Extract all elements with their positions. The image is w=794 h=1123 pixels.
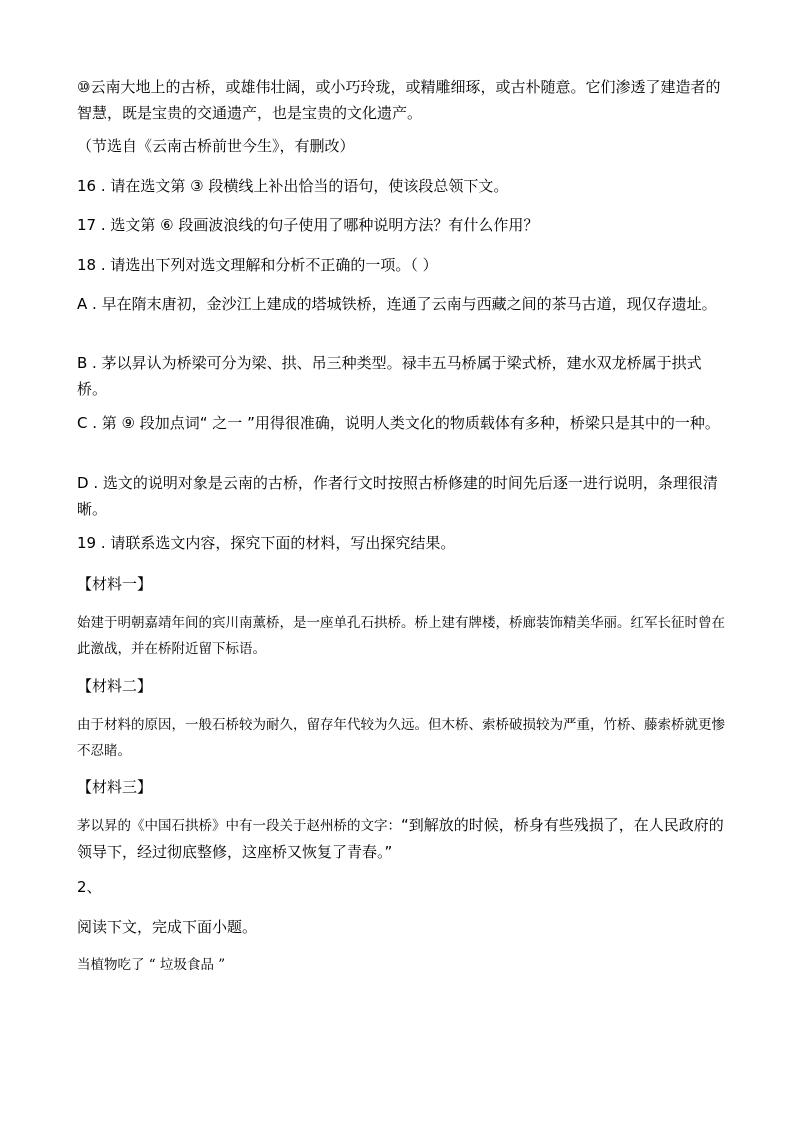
question-19: 19 . 请联系选文内容，探究下面的材料，写出探究结果。	[77, 534, 456, 552]
option-d: D . 选文的说明对象是云南的古桥，作者行文时按照古桥修建的时间先后逐一进行说明，条理很清晰。	[77, 474, 718, 518]
article-2-title: 当植物吃了 “ 垃圾食品 ”	[77, 957, 226, 973]
source-note: （节选自《云南古桥前世今生》，有删改）	[77, 137, 355, 155]
paragraph-10: ⑩云南大地上的古桥，或雄伟壮阔，或小巧玲珑，或精雕细琢，或古朴随意。它们渗透了建造者的智慧，既是宝贵的交通遗产，也是宝贵的文化遗产。	[77, 78, 721, 122]
option-a: A . 早在隋末唐初，金沙江上建成的塔城铁桥，连通了云南与西藏之间的茶马古道，现仅存遗址。	[77, 295, 717, 313]
material-3-text	[77, 812, 727, 865]
reading-instruction: 阅读下文，完成下面小题。	[77, 918, 258, 936]
question-16: 16 . 请在选文第 ③ 段横线上补出恰当的语句，使该段总领下文。	[77, 177, 509, 195]
material-2-title: 【材料二】	[77, 677, 153, 695]
material-1-text: 始建于明朝嘉靖年间的宾川南薰桥，是一座单孔石拱桥。桥上建有牌楼，桥廊装饰精美华丽。红军长征时曾在此激战，并在桥附近留下标语。	[77, 615, 725, 657]
material-3-title: 【材料三】	[77, 778, 153, 796]
material-2-text: 由于材料的原因，一般石桥较为耐久，留存年代较为久远。但木桥、索桥破损较为严重，竹桥、藤索桥就更惨不忍睹。	[77, 717, 725, 759]
material-3-quote: “到解放的时候，桥身有些残损了，在人民政府的领导下，经过彻底整修，这座桥又恢复了青春。”	[77, 816, 724, 861]
option-c: C . 第 ⑨ 段加点词“ 之一 ”用得很准确，说明人类文化的物质载体有多种，桥梁只是其中的一种。	[77, 414, 720, 432]
material-3-text-intro: 茅以昇的《中国石拱桥》中有一段关于赵州桥的文字：	[77, 818, 401, 834]
option-b: B . 茅以昇认为桥梁可分为梁、拱、吊三种类型。禄丰五马桥属于梁式桥，建水双龙桥属于拱式桥。	[77, 354, 702, 398]
material-1-title: 【材料一】	[77, 575, 153, 593]
section-2-number: 2、	[77, 878, 102, 896]
question-18: 18 . 请选出下列对选文理解和分析不正确的一项。（ ）	[77, 256, 438, 274]
question-17: 17 . 选文第 ⑥ 段画波浪线的句子使用了哪种说明方法？有什么作用？	[77, 216, 539, 234]
